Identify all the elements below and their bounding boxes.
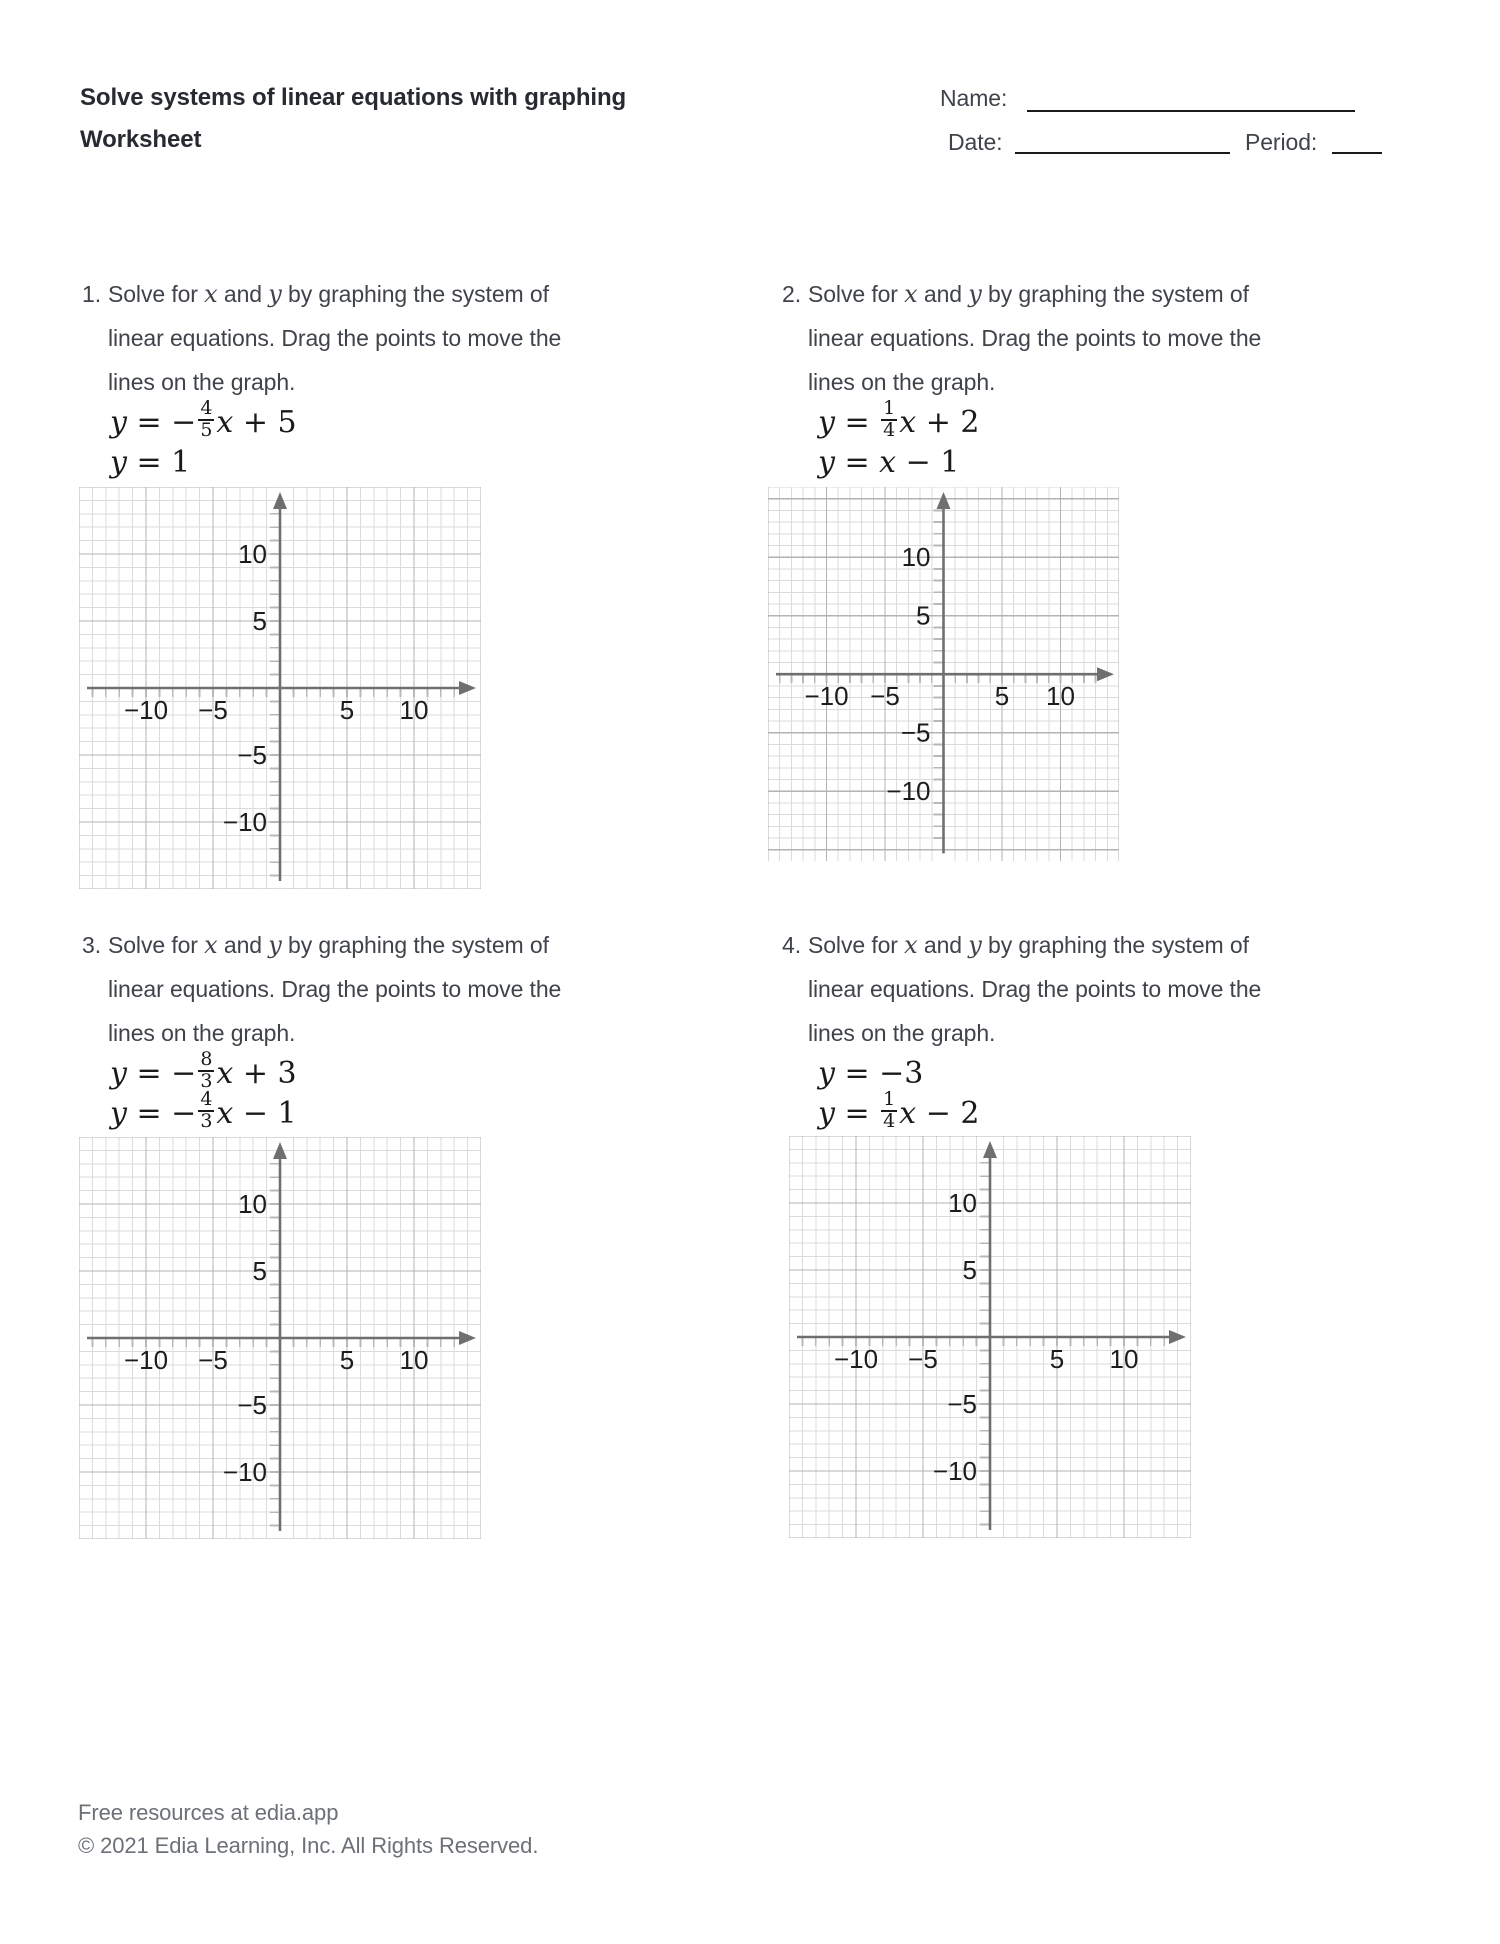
- grid-svg: [789, 1136, 1191, 1538]
- y-axis-tick-label: 10: [238, 1189, 267, 1219]
- y-axis-tick-label: −5: [237, 740, 267, 770]
- date-label: Date:: [948, 129, 1003, 155]
- coordinate-grid[interactable]: [79, 487, 481, 889]
- date-input-line[interactable]: [1015, 152, 1230, 154]
- equation: y = $\frac{1}{4}$ x − 2: [818, 1088, 980, 1132]
- prompt-line: linear equations. Drag the points to move the: [808, 976, 1262, 1002]
- problem-prompt: [108, 923, 562, 1055]
- x-axis-tick-label: −10: [123, 695, 169, 725]
- name-input-line[interactable]: [1027, 110, 1355, 112]
- period-input-line[interactable]: [1332, 152, 1382, 154]
- prompt-line: Solve for x and y by graphing the system of: [108, 280, 549, 308]
- grid-svg: [79, 1137, 481, 1539]
- y-axis-arrow: [937, 492, 951, 509]
- name-label: Name:: [940, 85, 1008, 111]
- system-of-equations: [818, 1053, 979, 1133]
- system-of-equations: [110, 397, 297, 482]
- x-axis-tick-label: 10: [1109, 1344, 1139, 1374]
- problem-number: 3.: [82, 932, 102, 958]
- x-axis-tick-label: −5: [198, 1345, 228, 1375]
- prompt-line: linear equations. Drag the points to move the: [808, 325, 1262, 351]
- title-line-2: Worksheet: [80, 126, 202, 153]
- fraction: $\frac{4}{3}$: [200, 1088, 213, 1132]
- equation: y = − $\frac{8}{3}$ x + 3: [110, 1048, 297, 1092]
- page-footer: [78, 1796, 538, 1862]
- grid-svg: [79, 487, 481, 889]
- coordinate-grid[interactable]: [79, 1137, 481, 1539]
- fraction: $\frac{8}{3}$: [200, 1048, 213, 1092]
- problem-number: 2.: [782, 281, 802, 307]
- fraction: $\frac{1}{4}$: [883, 397, 896, 441]
- footer-line-1: Free resources at edia.app: [78, 1800, 339, 1825]
- problem-3: [80, 923, 562, 1487]
- prompt-line: lines on the graph.: [808, 369, 996, 395]
- coordinate-grid[interactable]: [789, 1136, 1191, 1538]
- problem-prompt: [808, 923, 1262, 1055]
- x-axis-tick-label: 10: [399, 1345, 429, 1375]
- x-axis-tick-label: 5: [339, 695, 355, 725]
- x-axis-tick-label: −10: [804, 681, 849, 712]
- x-axis-tick-label: −5: [908, 1344, 938, 1374]
- x-axis-tick-label: 5: [1049, 1344, 1065, 1374]
- title-line-1: Solve systems of linear equations with graphing: [80, 84, 627, 111]
- prompt-line: lines on the graph.: [108, 1020, 296, 1046]
- y-axis-tick-label: 5: [252, 606, 267, 636]
- equation: y = 1: [110, 444, 191, 480]
- problem-1: [80, 272, 562, 837]
- system-of-equations: [818, 397, 980, 482]
- period-label: Period:: [1245, 129, 1318, 155]
- worksheet-title: [80, 77, 626, 161]
- x-axis-arrow: [1097, 667, 1114, 681]
- problem-prompt: [808, 272, 1262, 404]
- prompt-line: lines on the graph.: [108, 369, 296, 395]
- problem-2: [780, 272, 1262, 807]
- x-axis-tick-label: 10: [1046, 681, 1075, 712]
- y-axis-tick-label: 10: [948, 1188, 977, 1218]
- equation: y = − $\frac{4}{3}$ x − 1: [110, 1088, 297, 1132]
- y-axis-tick-label: −10: [222, 807, 267, 837]
- y-axis-tick-label: −10: [222, 1457, 267, 1487]
- prompt-line: linear equations. Drag the points to move the: [108, 976, 562, 1002]
- prompt-line: lines on the graph.: [808, 1020, 996, 1046]
- y-axis-tick-label: −10: [886, 776, 931, 807]
- x-axis-tick-label: 5: [339, 1345, 355, 1375]
- prompt-line: Solve for x and y by graphing the system of: [808, 280, 1249, 308]
- problem-4: [780, 923, 1262, 1486]
- x-axis-tick-label: −10: [833, 1344, 879, 1374]
- system-of-equations: [110, 1048, 297, 1133]
- x-axis-tick-label: −5: [870, 681, 900, 712]
- prompt-line: linear equations. Drag the points to move the: [108, 325, 562, 351]
- equation: y = x − 1: [818, 444, 960, 480]
- y-axis-tick-label: 10: [901, 542, 931, 573]
- fraction: $\frac{4}{5}$: [200, 397, 213, 441]
- y-axis-tick-label: −5: [900, 717, 931, 748]
- y-axis-tick-label: −10: [932, 1456, 977, 1486]
- prompt-line: Solve for x and y by graphing the system of: [108, 931, 549, 959]
- fraction: $\frac{1}{4}$: [883, 1088, 896, 1132]
- x-axis-tick-label: −10: [123, 1345, 169, 1375]
- y-axis-tick-label: 10: [238, 539, 267, 569]
- equation: y = −3: [818, 1055, 924, 1091]
- coordinate-grid[interactable]: [768, 487, 1119, 861]
- y-axis-tick-label: 5: [962, 1255, 977, 1285]
- y-axis-tick-label: −5: [237, 1390, 267, 1420]
- x-axis-tick-label: −5: [198, 695, 228, 725]
- grid-svg: [768, 487, 1119, 861]
- x-axis-tick-label: 5: [994, 681, 1010, 712]
- problem-number: 4.: [782, 932, 802, 958]
- y-axis-tick-label: 5: [252, 1256, 267, 1286]
- footer-line-2: © 2021 Edia Learning, Inc. All Rights Reserved.: [78, 1833, 539, 1858]
- equation: y = − $\frac{4}{5}$ x + 5: [110, 397, 297, 441]
- prompt-line: Solve for x and y by graphing the system of: [808, 931, 1249, 959]
- problem-prompt: [108, 272, 562, 404]
- y-axis-tick-label: −5: [947, 1389, 977, 1419]
- problem-number: 1.: [82, 281, 102, 307]
- x-axis-tick-label: 10: [399, 695, 429, 725]
- equation: y = $\frac{1}{4}$ x + 2: [818, 397, 980, 441]
- y-axis-tick-label: 5: [916, 600, 931, 631]
